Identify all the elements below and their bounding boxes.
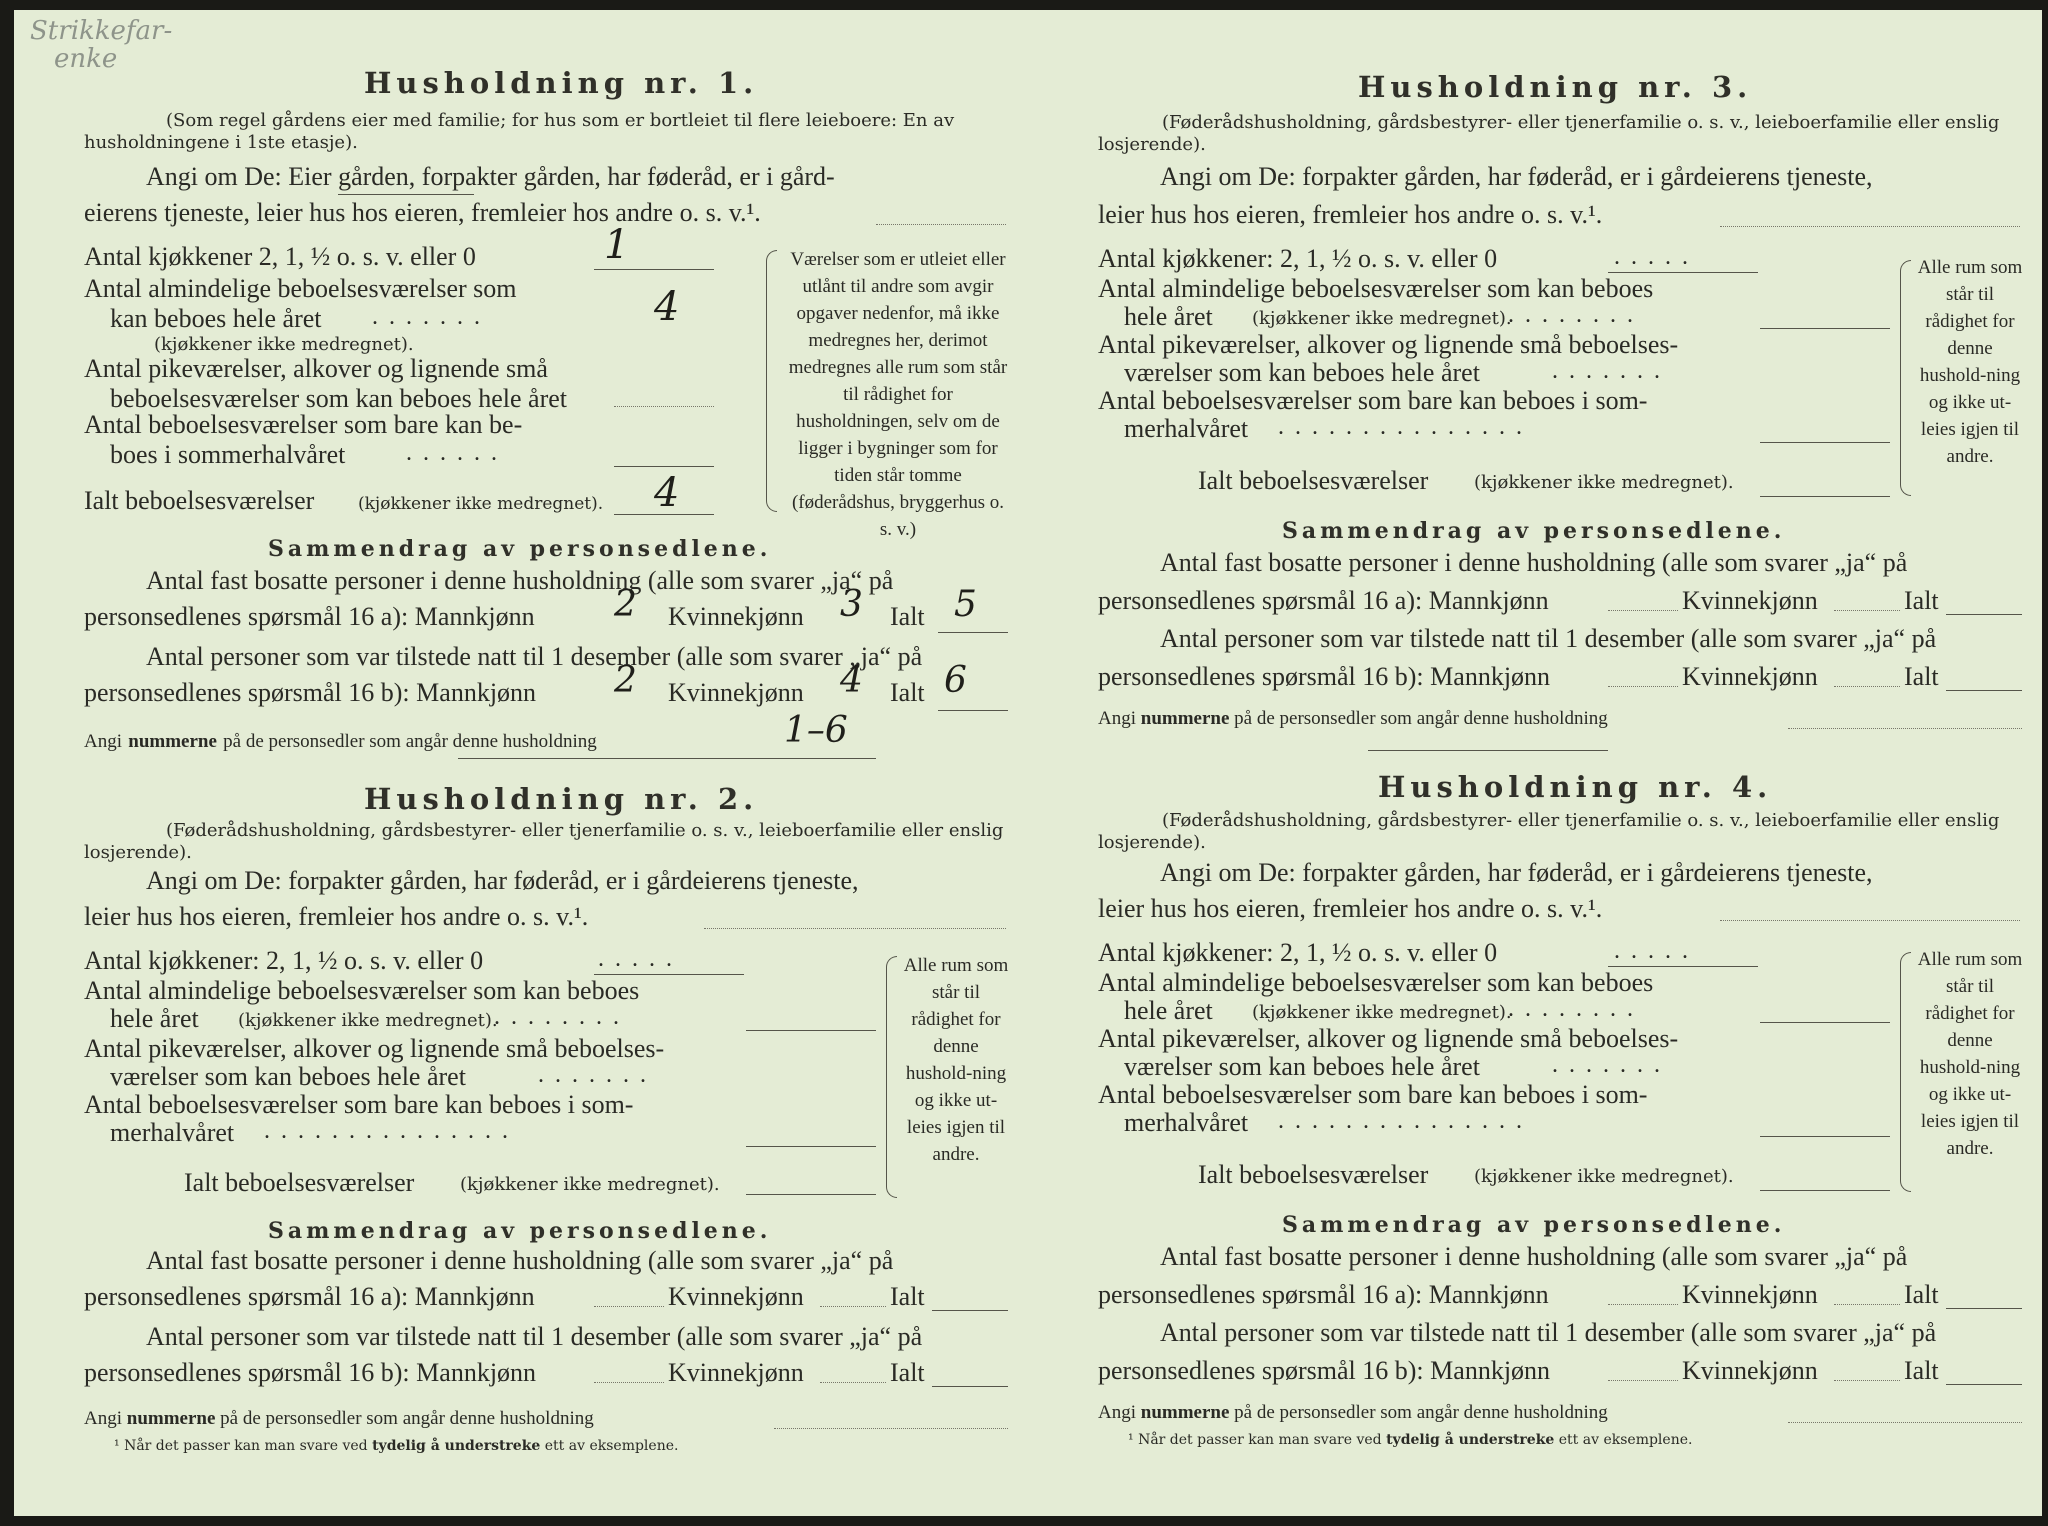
h3-fast-line1: Antal fast bosatte personer i denne husholdning (alle som svarer „ja“ på bbox=[1160, 548, 1908, 577]
h4-kjokken-line[interactable] bbox=[1608, 966, 1758, 967]
h2-title: Husholdning nr. 2. bbox=[364, 782, 759, 816]
h4-intro: (Føderådshusholdning, gårdsbestyrer- eller tjenerfamilie o. s. v., leieboerfamilie eller enslig losjerende). bbox=[1098, 810, 2000, 853]
h1-tilst-ialt[interactable]: 6 bbox=[944, 660, 967, 701]
h4-kjokken-dots: ..... bbox=[1614, 938, 1699, 964]
h2-pike-dots: ....... bbox=[538, 1062, 657, 1088]
h1-title: Husholdning nr. 1. bbox=[364, 66, 759, 100]
h2-alm-line2: hele året bbox=[110, 1004, 199, 1033]
h4-ialt-label: Ialt beboelsesværelser bbox=[1198, 1160, 1429, 1189]
h4-summary-title: Sammendrag av personsedlene. bbox=[1282, 1212, 1786, 1238]
h1-alm-line1: Antal almindelige beboelsesværelser som bbox=[84, 274, 517, 303]
h1-tilst-ialt-line bbox=[938, 710, 1008, 711]
h2-som-dots: ............... bbox=[264, 1118, 519, 1144]
h4-fast-mann-line[interactable] bbox=[1608, 1304, 1678, 1305]
h4-tilst-kvinne-line[interactable] bbox=[1834, 1380, 1900, 1381]
h2-footnote-c: ett av eksemplene. bbox=[544, 1438, 679, 1454]
h3-fast-ialt-line[interactable] bbox=[1946, 614, 2022, 615]
h4-nummer-row bbox=[1098, 1402, 1608, 1424]
h1-nummer-row bbox=[84, 726, 597, 754]
h1-fast-kvinne[interactable]: 3 bbox=[840, 584, 863, 625]
h1-ialt-line bbox=[614, 514, 714, 515]
h1-fast-mann[interactable]: 2 bbox=[614, 584, 637, 625]
h4-fast-kvinne-line[interactable] bbox=[1834, 1304, 1900, 1305]
h4-pike-line2: værelser som kan beboes hele året bbox=[1124, 1052, 1480, 1081]
h4-fast-kvinne-label: Kvinnekjønn bbox=[1682, 1280, 1818, 1309]
h2-kjokken-dots: ..... bbox=[598, 946, 683, 972]
h3-som-dots: ............... bbox=[1278, 414, 1533, 440]
h4-angi-line1: Angi om De: forpakter gården, har føderåd, er i gårdeierens tjeneste, bbox=[1160, 858, 1873, 887]
h3-angi-line2: leier hus hos eieren, fremleier hos andre o. s. v.¹. bbox=[1098, 200, 1603, 229]
h2-alm-dots: ........ bbox=[494, 1004, 630, 1030]
h4-pike-dots: ....... bbox=[1552, 1052, 1671, 1078]
h3-fast-mann-line[interactable] bbox=[1608, 610, 1678, 611]
h2-pike-line2: værelser som kan beboes hele året bbox=[110, 1062, 466, 1091]
h4-alm-note: (kjøkkener ikke medregnet). bbox=[1252, 1002, 1512, 1023]
h2-side-note: Alle rum som står til rådighet for denne hushold-ning og ikke ut-leies igjen til andre. bbox=[903, 955, 1009, 1165]
h4-footnote-b: tydelig å understreke bbox=[1386, 1432, 1555, 1448]
h3-alm-answer-line[interactable] bbox=[1760, 328, 1890, 329]
h1-tilst-kvinne-label: Kvinnekjønn bbox=[668, 678, 804, 707]
h4-fast-ialt-line[interactable] bbox=[1946, 1308, 2022, 1309]
h4-nummer-b: nummerne bbox=[1140, 1402, 1230, 1423]
h1-fast-ialt-label: Ialt bbox=[890, 602, 925, 631]
h3-tilst-kvinne-label: Kvinnekjønn bbox=[1682, 662, 1818, 691]
h1-tilst-mann[interactable]: 2 bbox=[614, 660, 637, 701]
h1-tilst-kvinne[interactable]: 4 bbox=[840, 660, 863, 701]
h4-footnote-a: ¹ Når det passer kan man svare ved bbox=[1128, 1432, 1382, 1448]
h4-tilst-kvinne-label: Kvinnekjønn bbox=[1682, 1356, 1818, 1385]
h1-alm-value[interactable]: 4 bbox=[654, 284, 680, 330]
h2-tilst-mann-line[interactable] bbox=[594, 1382, 664, 1383]
h4-nummer-a: Angi bbox=[1098, 1402, 1136, 1423]
h2-kjokken-label: Antal kjøkkener: 2, 1, ½ o. s. v. eller 0 bbox=[84, 946, 484, 975]
h2-angi-answer-line[interactable] bbox=[704, 928, 1006, 929]
h3-intro: (Føderådshusholdning, gårdsbestyrer- eller tjenerfamilie o. s. v., leieboerfamilie eller enslig losjerende). bbox=[1098, 112, 2000, 155]
h1-angi-line1: Angi om De: Eier gården, forpakter gården, har føderåd, er i gård- bbox=[146, 162, 835, 191]
h1-kjokken-line bbox=[594, 269, 714, 270]
h3-som-line1: Antal beboelsesværelser som bare kan beboes i som- bbox=[1098, 386, 1648, 415]
h3-alm-line1: Antal almindelige beboelsesværelser som kan beboes bbox=[1098, 274, 1654, 303]
h3-nummer-c: på de personsedler som angår denne husholdning bbox=[1234, 708, 1608, 729]
h2-ialt-note: (kjøkkener ikke medregnet). bbox=[460, 1174, 720, 1195]
h2-pike-line1: Antal pikeværelser, alkover og lignende små beboelses- bbox=[84, 1034, 665, 1063]
pencil-note-line1: Strikkefar- bbox=[30, 16, 173, 46]
h3-tilst-line1: Antal personer som var tilstede natt til 1 desember (alle som svarer „ja“ på bbox=[1160, 624, 1937, 653]
h1-summary-title: Sammendrag av personsedlene. bbox=[268, 536, 772, 562]
h3-pike-dots: ....... bbox=[1552, 358, 1671, 384]
h2-fast-kvinne-label: Kvinnekjønn bbox=[668, 1282, 804, 1311]
h4-alm-line2: hele året bbox=[1124, 996, 1213, 1025]
h3-nummer-a: Angi bbox=[1098, 708, 1136, 729]
h1-som-line1: Antal beboelsesværelser som bare kan be- bbox=[84, 410, 523, 439]
h3-fast-ialt-label: Ialt bbox=[1904, 586, 1939, 615]
h2-fast-ialt-line[interactable] bbox=[932, 1310, 1008, 1311]
h2-fast-mann-line[interactable] bbox=[594, 1306, 664, 1307]
h3-tilst-ialt-label: Ialt bbox=[1904, 662, 1939, 691]
h1-tilst-line2: personsedlenes spørsmål 16 b): Mannkjønn bbox=[84, 678, 537, 707]
h4-alm-line1: Antal almindelige beboelsesværelser som kan beboes bbox=[1098, 968, 1654, 997]
h1-som-line2: boes i sommerhalvåret bbox=[110, 440, 346, 469]
h2-footnote bbox=[114, 1438, 678, 1454]
h2-tilst-kvinne-line[interactable] bbox=[820, 1382, 886, 1383]
h4-tilst-mann-line[interactable] bbox=[1608, 1380, 1678, 1381]
h3-alm-note: (kjøkkener ikke medregnet). bbox=[1252, 308, 1512, 329]
h2-som-answer-line[interactable] bbox=[746, 1146, 876, 1147]
h4-fast-line2: personsedlenes spørsmål 16 a): Mannkjønn bbox=[1098, 1280, 1549, 1309]
h3-tilst-line2: personsedlenes spørsmål 16 b): Mannkjønn bbox=[1098, 662, 1551, 691]
h2-fast-ialt-label: Ialt bbox=[890, 1282, 925, 1311]
h1-intro: (Som regel gårdens eier med familie; for hus som er bortleiet til flere leieboere: En av husholdningene i 1ste etasje). bbox=[84, 110, 955, 153]
right-page bbox=[1028, 10, 2042, 1516]
h3-ialt-line[interactable] bbox=[1760, 496, 1890, 497]
h4-pike-line1: Antal pikeværelser, alkover og lignende små beboelses- bbox=[1098, 1024, 1679, 1053]
h3-som-line2: merhalvåret bbox=[1124, 414, 1249, 443]
h4-brace bbox=[1900, 952, 1911, 1192]
h2-footnote-a: ¹ Når det passer kan man svare ved bbox=[114, 1438, 368, 1454]
left-page bbox=[14, 10, 1028, 1516]
h1-nummer-value[interactable]: 1–6 bbox=[784, 710, 848, 751]
h2-tilst-line2: personsedlenes spørsmål 16 b): Mannkjønn bbox=[84, 1358, 537, 1387]
h3-tilst-mann-line[interactable] bbox=[1608, 686, 1678, 687]
h4-fast-line1: Antal fast bosatte personer i denne husholdning (alle som svarer „ja“ på bbox=[1160, 1242, 1908, 1271]
h1-angi-line2: eierens tjeneste, leier hus hos eieren, fremleier hos andre o. s. v.¹. bbox=[84, 198, 761, 227]
h1-nummer-b: nummerne bbox=[128, 731, 217, 752]
h1-ialt-value[interactable]: 4 bbox=[654, 470, 680, 516]
h1-angi-answer-line[interactable] bbox=[876, 224, 1006, 225]
h4-kjokken-label: Antal kjøkkener: 2, 1, ½ o. s. v. eller 0 bbox=[1098, 938, 1498, 967]
h3-angi-answer-line[interactable] bbox=[1720, 226, 2020, 227]
h2-nummer-row bbox=[84, 1408, 594, 1430]
h2-fast-line1: Antal fast bosatte personer i denne husholdning (alle som svarer „ja“ på bbox=[146, 1246, 894, 1275]
h3-nummer-row bbox=[1098, 708, 1608, 730]
h2-footnote-b: tydelig å understreke bbox=[372, 1438, 541, 1454]
h1-pike-line2: beboelsesværelser som kan beboes hele året bbox=[110, 384, 568, 413]
h1-fast-line1: Antal fast bosatte personer i denne husholdning (alle som svarer „ja“ på bbox=[146, 566, 894, 595]
h2-summary-title: Sammendrag av personsedlene. bbox=[268, 1218, 772, 1244]
h4-nummer-c: på de personsedler som angår denne husholdning bbox=[1234, 1402, 1608, 1423]
h3-angi-line1: Angi om De: forpakter gården, har føderåd, er i gårdeierens tjeneste, bbox=[1160, 162, 1873, 191]
h3-pike-line1: Antal pikeværelser, alkover og lignende små beboelses- bbox=[1098, 330, 1679, 359]
h2-som-line1: Antal beboelsesværelser som bare kan beboes i som- bbox=[84, 1090, 634, 1119]
h1-pike-line1: Antal pikeværelser, alkover og lignende små bbox=[84, 354, 548, 383]
h2-ialt-label: Ialt beboelsesværelser bbox=[184, 1168, 415, 1197]
h4-fast-ialt-label: Ialt bbox=[1904, 1280, 1939, 1309]
h4-side-note: Alle rum som står til rådighet for denne hushold-ning og ikke ut-leies igjen til andre. bbox=[1917, 949, 2023, 1159]
h2-nummer-c: på de personsedler som angår denne husholdning bbox=[220, 1408, 594, 1429]
h4-som-line2: merhalvåret bbox=[1124, 1108, 1249, 1137]
h2-kjokken-line[interactable] bbox=[594, 974, 744, 975]
h3-som-answer-line[interactable] bbox=[1760, 442, 1890, 443]
h1-eier-underline bbox=[338, 194, 474, 195]
h3-alm-dots: ........ bbox=[1508, 302, 1644, 328]
h2-ialt-line[interactable] bbox=[746, 1194, 876, 1195]
h3-title: Husholdning nr. 3. bbox=[1358, 70, 1753, 104]
h2-nummer-a: Angi bbox=[84, 1408, 122, 1429]
h2-alm-note: (kjøkkener ikke medregnet). bbox=[238, 1010, 498, 1031]
h3-side-note: Alle rum som står til rådighet for denne hushold-ning og ikke ut-leies igjen til andre. bbox=[1917, 257, 2023, 467]
h2-fast-kvinne-line[interactable] bbox=[820, 1306, 886, 1307]
census-form-sheet bbox=[14, 10, 2042, 1516]
h1-nummer-line bbox=[458, 758, 876, 759]
h2-tilst-ialt-label: Ialt bbox=[890, 1358, 925, 1387]
h4-angi-line2: leier hus hos eieren, fremleier hos andre o. s. v.¹. bbox=[1098, 894, 1603, 923]
h4-tilst-line2: personsedlenes spørsmål 16 b): Mannkjønn bbox=[1098, 1356, 1551, 1385]
h1-kjokken-label: Antal kjøkkener 2, 1, ½ o. s. v. eller 0 bbox=[84, 242, 476, 271]
h3-pike-line2: værelser som kan beboes hele året bbox=[1124, 358, 1480, 387]
h3-kjokken-label: Antal kjøkkener: 2, 1, ½ o. s. v. eller 0 bbox=[1098, 244, 1498, 273]
h2-angi-line2: leier hus hos eieren, fremleier hos andre o. s. v.¹. bbox=[84, 902, 589, 931]
h3-nummer-b: nummerne bbox=[1140, 708, 1230, 729]
h2-nummer-line[interactable] bbox=[774, 1428, 1008, 1429]
h1-fast-line2: personsedlenes spørsmål 16 a): Mannkjønn bbox=[84, 602, 535, 631]
h4-footnote bbox=[1128, 1432, 1692, 1448]
h4-tilst-line1: Antal personer som var tilstede natt til 1 desember (alle som svarer „ja“ på bbox=[1160, 1318, 1937, 1347]
h1-nummer-a: Angi bbox=[84, 731, 122, 752]
h2-tilst-kvinne-label: Kvinnekjønn bbox=[668, 1358, 804, 1387]
h1-som-answer-line[interactable] bbox=[614, 466, 714, 467]
h3-kjokken-line[interactable] bbox=[1608, 272, 1758, 273]
h3-separator bbox=[1368, 750, 1608, 751]
h2-tilst-line1: Antal personer som var tilstede natt til 1 desember (alle som svarer „ja“ på bbox=[146, 1322, 923, 1351]
h3-summary-title: Sammendrag av personsedlene. bbox=[1282, 518, 1786, 544]
h1-brace bbox=[766, 250, 777, 512]
h2-alm-line1: Antal almindelige beboelsesværelser som kan beboes bbox=[84, 976, 640, 1005]
h1-ialt-note: (kjøkkener ikke medregnet). bbox=[358, 494, 604, 514]
h4-alm-answer-line[interactable] bbox=[1760, 1022, 1890, 1023]
h1-ialt-label: Ialt beboelsesværelser bbox=[84, 486, 315, 515]
h1-fast-ialt[interactable]: 5 bbox=[954, 584, 977, 625]
h1-nummer-c: på de personsedler som angår denne husholdning bbox=[223, 731, 597, 752]
h2-alm-answer-line[interactable] bbox=[746, 1030, 876, 1031]
h3-fast-kvinne-line[interactable] bbox=[1834, 610, 1900, 611]
h4-footnote-c: ett av eksemplene. bbox=[1558, 1432, 1693, 1448]
h1-tilst-ialt-label: Ialt bbox=[890, 678, 925, 707]
h3-alm-line2: hele året bbox=[1124, 302, 1213, 331]
h2-brace bbox=[886, 956, 897, 1198]
h1-alm-line2: kan beboes hele året bbox=[110, 304, 322, 333]
h3-nummer-line[interactable] bbox=[1788, 728, 2022, 729]
h4-som-dots: ............... bbox=[1278, 1108, 1533, 1134]
h4-som-answer-line[interactable] bbox=[1760, 1136, 1890, 1137]
h1-pike-answer-line[interactable] bbox=[614, 406, 714, 407]
h3-ialt-note: (kjøkkener ikke medregnet). bbox=[1474, 472, 1734, 493]
h2-angi-line1: Angi om De: forpakter gården, har føderåd, er i gårdeierens tjeneste, bbox=[146, 866, 859, 895]
h4-alm-dots: ........ bbox=[1508, 996, 1644, 1022]
h2-nummer-b: nummerne bbox=[126, 1408, 216, 1429]
h3-fast-line2: personsedlenes spørsmål 16 a): Mannkjønn bbox=[1098, 586, 1549, 615]
h1-alm-dots: ....... bbox=[372, 304, 491, 330]
h4-nummer-line[interactable] bbox=[1788, 1422, 2022, 1423]
h2-som-line2: merhalvåret bbox=[110, 1118, 235, 1147]
h1-fast-ialt-line bbox=[938, 632, 1008, 633]
h4-ialt-line[interactable] bbox=[1760, 1190, 1890, 1191]
pencil-note-line2: enke bbox=[54, 44, 118, 74]
h4-tilst-ialt-line[interactable] bbox=[1946, 1384, 2022, 1385]
h1-tilst-line1: Antal personer som var tilstede natt til 1 desember (alle som svarer „ja“ på bbox=[146, 642, 923, 671]
h1-alm-note: (kjøkkener ikke medregnet). bbox=[154, 334, 414, 355]
h3-ialt-label: Ialt beboelsesværelser bbox=[1198, 466, 1429, 495]
h1-fast-kvinne-label: Kvinnekjønn bbox=[668, 602, 804, 631]
h3-tilst-kvinne-line[interactable] bbox=[1834, 686, 1900, 687]
h1-kjokken-value[interactable]: 1 bbox=[604, 222, 630, 268]
h1-side-note: Værelser som er utleiet eller utlånt til andre som avgir opgaver nedenfor, må ikke medregnes her, derimot medregnes alle rum som står til rådighet for husholdningen, selv om de ligger i bygninger som for tiden står tomme (føderådshus, bryggerhus o. s. v.) bbox=[788, 249, 1008, 540]
h4-title: Husholdning nr. 4. bbox=[1378, 770, 1773, 804]
h4-ialt-note: (kjøkkener ikke medregnet). bbox=[1474, 1166, 1734, 1187]
h3-brace bbox=[1900, 260, 1911, 496]
h4-som-line1: Antal beboelsesværelser som bare kan beboes i som- bbox=[1098, 1080, 1648, 1109]
h3-kjokken-dots: ..... bbox=[1614, 244, 1699, 270]
h2-fast-line2: personsedlenes spørsmål 16 a): Mannkjønn bbox=[84, 1282, 535, 1311]
h4-angi-answer-line[interactable] bbox=[1720, 920, 2020, 921]
h2-intro: (Føderådshusholdning, gårdsbestyrer- eller tjenerfamilie o. s. v., leieboerfamilie eller enslig losjerende). bbox=[84, 820, 1004, 863]
h3-fast-kvinne-label: Kvinnekjønn bbox=[1682, 586, 1818, 615]
h4-tilst-ialt-label: Ialt bbox=[1904, 1356, 1939, 1385]
h1-som-dots: ...... bbox=[406, 440, 508, 466]
h2-tilst-ialt-line[interactable] bbox=[932, 1386, 1008, 1387]
h3-tilst-ialt-line[interactable] bbox=[1946, 690, 2022, 691]
